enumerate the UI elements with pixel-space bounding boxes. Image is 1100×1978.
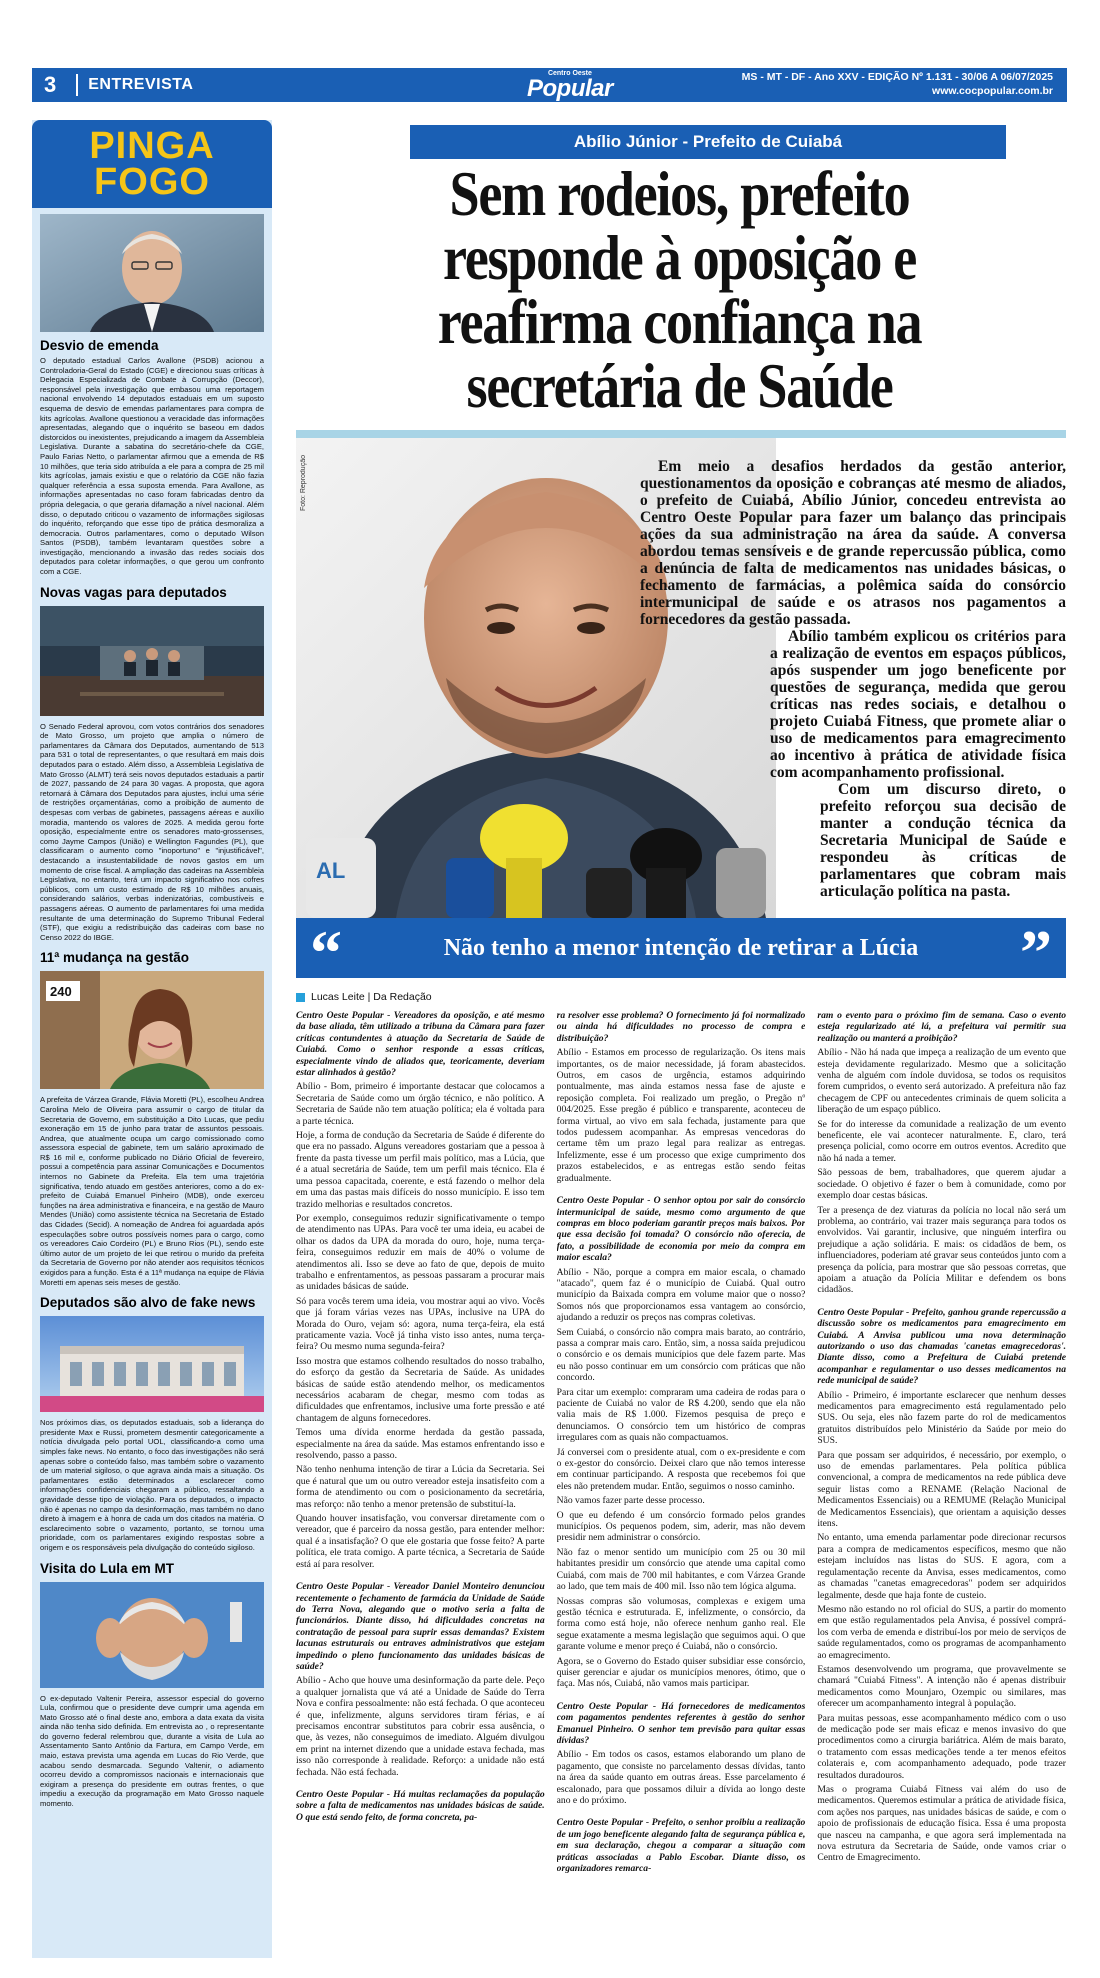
paragraph-spacer <box>817 1299 1066 1307</box>
sidebar-heading: Desvio de emenda <box>40 338 159 353</box>
sidebar-text: O Senado Federal aprovou, com votos contrários dos senadores de Mato Grosso, um projeto que amplia o número de parlamentares da Câmara dos Deputados, aumentando de 513 para 531 o total de representantes, o que resultará em mais dois deputados para o estado. Além disso, a Assembleia Legislativa de Mato Grosso (ALMT) terá seis novos deputados estaduais a partir de 2027, passando de 24 para 30 vagas. A proposta, que agora retornará à Câmara dos Deputados para ajustes, inclui uma série de restrições orçamentárias, como a proibição de aumento de despesas com verbas de gabinetes, passagens aéreas e auxílio moradia, mantendo os valores de 2025. A medida gerou forte oposição, especialmente entre os senadores mato-grossenses, como Jayme Campos (União) e Wellington Fagundes (PL), que classificaram o aumento como "inoportuno" e "injustificável", destacando a insustentabilidade de novos gastos em um momento de crise fiscal. A ampliação das cadeiras na Assembleia Legislativa, no entanto, terá um impacto significativo nos cofres públicos, com um custo estimado de R$ 10 milhões anuais, considerando salários, verbas indenizatórias, combustíveis e passagens aéreas. O aumento de parlamentares foi uma medida resultante de uma determinação do Supremo Tribunal Federal (STF), que exigiu a redistribuição das cadeiras com base no Censo 2022 do IBGE. <box>40 721 264 942</box>
logo-small-text: Centro Oeste <box>547 70 592 77</box>
pull-quote-text: Não tenho a menor intenção de retirar a Lúcia <box>443 934 919 961</box>
assembly-image <box>40 1316 264 1412</box>
sidebar-text: O ex-deputado Valtenir Pereira, assessor especial do governo Lula, confirmou que o presidente deve cumprir uma agenda em Mato Grosso até o final deste ano, embora a data exata da visita ainda não tenha sido definida. Em entrevista ao , o representante do governo federal relembrou que, durante a visita de Lula ao Assentamento Santo Antônio da Fartura, em Campo Verde, em maio, estava prevista uma agenda em Lucas do Rio Verde, que acabou sendo desmarcada. Segundo Valtenir, o adiamento ocorreu devido a compromissos nacionais e internacionais que exigiram a presença do presidente em outras frentes, o que impediu a execução da programação em Mato Grosso naquele momento. <box>40 1693 264 1809</box>
assembly-photo <box>40 1316 264 1412</box>
paragraph-spacer <box>557 1693 806 1701</box>
interview-answer: O que eu defendo é um consórcio formado pelos grandes municípios. Os pequenos podem, sim, aderir, mas não devem presidir nem administrar o consórcio. <box>556 1509 806 1544</box>
interview-answer: Só para vocês terem uma ideia, vou mostrar aqui ao vivo. Vocês que já foram várias vezes nas UPAs, inclusive na UPA do Morada do Ouro, vejam só: agora, numa terça-feira, ela está praticamente vazia. Você já tinha visto isso antes, numa terça-feira? Ou mesmo numa segunda-feira? <box>296 1295 545 1353</box>
byline-square-icon <box>296 993 305 1002</box>
portrait-image <box>40 214 264 332</box>
senate-image <box>40 606 264 716</box>
open-quote-icon: “ <box>310 917 342 988</box>
interview-answer: Abílio - Primeiro, é importante esclarecer que nenhum desses medicamentos para emagrecimento está regulamentado pelo SUS. Ou seja, eles não fazem parte do rol de medicamentos gratuitos distribuídos pelo Ministério da Saúde por meio do SUS. <box>817 1389 1067 1447</box>
interview-question: Centro Oeste Popular - Prefeito, ganhou grande repercussão a discussão sobre os medicamentos para emagrecimento em Cuiabá. A Anvisa publicou uma nova determinação autorizando o uso das chamadas 'canetas emagrecedoras'. Diante disso, como a Prefeitura de Cuiabá pretende acompanhar e regulamentar o uso desses medicamentos na rede municipal de saúde? <box>817 1306 1067 1387</box>
close-quote-icon: ” <box>1020 917 1052 988</box>
interview-answer: Mas o programa Cuiabá Fitness vai além do uso de medicamentos. Queremos estimular a prática de atividade física, com ações nos parques, nas unidades básicas de saúde, e com o apoio de profissionais de educação física. Essa é uma proposta que nasceu na campanha, e que agora será implementada na nova estrutura da Secretaria de Saúde, onde vamos criar o Centro de Emagrecimento. <box>817 1784 1067 1864</box>
sidebar-text: A prefeita de Várzea Grande, Flávia Moretti (PL), escolheu Andrea Carolina Melo de Oliveira para assumir o cargo de titular da Secretaria de Governo, em substituição a Dito Lucas, que pediu exoneração em 15 de junho para tratar de assuntos pessoais. Andrea, que atualmente ocupa um cargo comissionado como assessora especial de gabinete, tem um salário aproximado de R$ 16 mil e, conforme publicado no Diário Oficial de fevereiro, possui a competência para assinar Comunicações e Documentos internos no Gabinete da Prefeita. Ela tem uma trajetória significativa, tendo atuado em gestões anteriores, como a do ex-prefeito de Cuiabá Emanuel Pinheiro (MDB), onde exerceu funções na área administrativa e financeira, e na gestão de Mauro Mendes (União) como assistente técnica na Secretaria de Estado das Cidades (Secid). A nomeação de Andrea foi aguardada após especulações sobre outros possíveis nomes para o cargo, como os vereadores Caio Cordeiro (PL) e Bruno Rios (PL), sendo este último autor de um projeto de lei que retirou o murido da prefeita da Secretaria de Governo por não atender aos requisitos técnicos exigidos para a função. Esta é a 11ª mudança na equipe de Flávia Moretti em apenas seis meses de gestão. <box>40 1095 264 1287</box>
senate-photo <box>40 606 264 716</box>
interview-answer: Sem Cuiabá, o consórcio não compra mais barato, ao contrário, passa a comprar mais caro. Então, sim, a nossa saída prejudicou o consórcio e os demais municípios que dele fazem parte. Mas eu não posso continuar em um consórcio com práticas que não concordo. <box>556 1326 806 1384</box>
interview-question: Centro Oeste Popular - Há fornecedores de medicamentos com pagamentos pendentes referentes à gestão do senhor Emanuel Pinheiro. O senhor tem previsão para quitar essas dívidas? <box>556 1700 806 1746</box>
svg-text:AL: AL <box>316 858 346 883</box>
interview-answer: Abílio - Não, porque a compra em maior escala, o chamado "atacado", quem faz é o município de Cuiabá. Qual outro município da Baixada compra em volume maior que o nosso? Somos nós que proporcionamos essa vantagem ao consórcio, ajudando a reduzir os preços nas compras coletivas. <box>556 1266 806 1324</box>
pinga-title: PINGA <box>89 125 215 167</box>
lead-paragraph: Com um discurso direto, o prefeito reforçou sua decisão de manter a condução técnica da Secretaria Municipal de Saúde e respondeu às críticas de parlamentares que cobram mais articulação política na pasta. <box>820 781 1066 900</box>
interview-answer: Abílio - Não há nada que impeça a realização de um evento que esteja devidamente regularizado. Mesmo que a solicitação venha de alguém com índole duvidosa, se todos os requisitos forem cumpridos, o evento será autorizado. A prefeitura não faz checagem de CPF ou antecedentes criminais de quem solicita a liberação de um espaço público. <box>817 1047 1067 1116</box>
interview-question: ram o evento para o próximo fim de semana. Caso o evento esteja regularizado até lá, a prefeitura vai permitir sua realização ou manterá a proibição? <box>817 1010 1067 1044</box>
article-lead <box>640 458 1066 900</box>
sidebar-heading: Visita do Lula em MT <box>40 1560 175 1576</box>
interview-answer: Não vamos fazer parte desse processo. <box>556 1495 705 1507</box>
interview-answer: Abílio - Estamos em processo de regularização. Os itens mais importantes, os de maior necessidade, já foram abastecidos. Outros, em casos de urgência, estamos adquirindo pontualmente, mas ainda estamos nessa fase de ajuste e reposição completa. Foi realizado um pregão, o Pregão nº 004/2025. Esse pregão é público e transparente, aconteceu de forma virtual, ao vivo em sala fechada, justamente para que todos pudessem acompanhar. As empresas vencedoras do certame têm um prazo legal para realizar as entregas. Infelizmente, esse é um processo que exige cumprimento dos prazos estabelecidos, e as entregas estão sendo feitas gradualmente. <box>556 1047 806 1184</box>
lula-photo <box>40 1582 264 1688</box>
interview-answer: Já conversei com o presidente atual, com o ex-presidente e com o ex-gestor do consórcio. Deixei claro que não temos interesse em continuar participando. A resposta que recebemos foi que eles não pretendem mudar. Então, seguimos o nosso caminho. <box>556 1446 806 1492</box>
interview-answer: Mesmo não estando no rol oficial do SUS, a partir do momento em que estão regulamentados pela Anvisa, é possível comprá-los com verba de emenda e distribuí-los por meio de serviços de saúde regulamentados, como os programas de acompanhamento ao emagrecimento. <box>817 1603 1067 1661</box>
avallone-photo <box>40 214 264 332</box>
website: www.cocpopular.com.br <box>932 85 1053 97</box>
article-column <box>557 1010 806 1955</box>
page-number: 3 <box>44 72 57 97</box>
page-header <box>32 68 1067 102</box>
article-column <box>296 1010 545 1955</box>
interview-question: Centro Oeste Popular - Vereadores da oposição, e até mesmo da base aliada, têm utilizado a tribuna da Câmara para fazer críticas contundentes à atuação da Secretaria de Saúde de Cuiabá. Como o senhor responde a essas críticas, especialmente vindo de aliados que, teoricamente, deveriam estar alinhados à gestão? <box>296 1010 545 1079</box>
interview-answer: Ter a presença de dez viaturas da polícia no local não será um problema, ao contrário, vai trazer mais segurança para todos os envolvidos. Vai garantir, inclusive, que ninguém interfira ou prejudique a ação solidária. E mais: os cidadãos de bem, os influenciadores, poderiam até gravar seus conteúdos junto com a presença da polícia, para mostrar que são pessoas corretas, que apoiam a atuação da Polícia Militar e defendem os bons cidadãos. <box>817 1204 1067 1296</box>
svg-text:240: 240 <box>50 984 72 1000</box>
interview-answer: Abílio - Acho que houve uma desinformação da parte dele. Peço a qualquer jornalista que vá até a Unidade de Saúde do Terra Nova e confira pessoalmente: não está fechada. O que aconteceu é que, infelizmente, alguns servidores tiram férias, e aí precisamos encontrar substitutos para cobrir essa ausência, o que, às vezes, não conseguimos de imediato. Alguém divulgou em print na internet dizendo que a unidade estava fechada, mas isso não corresponde à realidade. Reforço: a unidade não está fechada. Não está fechada. <box>296 1675 545 1778</box>
sidebar-heading: 11ª mudança na gestão <box>40 950 190 966</box>
interview-answer: Agora, se o Governo do Estado quiser subsidiar esse consórcio, quiser gerenciar e ajudar os municípios menores, ótimo, que o faça. Mas nós, Cuiabá, não vamos mais participar. <box>556 1655 806 1690</box>
byline <box>296 991 432 1003</box>
portrait-image <box>40 971 264 1089</box>
interview-answer: Para muitas pessoas, esse acompanhamento médico com o uso de medicação pode ser mais eficaz e menos invasivo do que procedimentos como a cirurgia bariátrica. Além de mais barato, o tratamento com essas medicações tende a ter menos efeitos colaterais e, com acompanhamento adequado, pode trazer resultados duradouros. <box>817 1712 1067 1781</box>
paragraph-spacer <box>296 1573 545 1581</box>
photo-credit: Foto: Reprodução <box>300 455 307 512</box>
interview-question: Centro Oeste Popular - O senhor optou por sair do consórcio intermunicipal de saúde, mesmo como argumento de que compras em bloco poderiam garantir preços mais baixos. Por que essa decisão foi tomada? O consórcio não oferecia, de fato, a possibilidade de economia por meio da compra em maior escala? <box>556 1195 806 1264</box>
sidebar-text: O deputado estadual Carlos Avallone (PSDB) acionou a Controladoria-Geral do Estado (CGE) e direcionou suas críticas à Delegacia Especializada de Combate à Corrupção (Deccor), responsável pela investigação que embasou uma reportagem nacional envolvendo 14 deputados estaduais em um suposto esquema de desvio de emendas parlamentares para compra de kits agrícolas. Avallone questionou a veracidade das informações apresentadas, alegando que o inquérito se baseou em dados distorcidos ou inexistentes, prejudicando a imagem da Assembleia Legislativa. Durante a sabatina do secretário-chefe da CGE, Paulo Farias Netto, o parlamentar afirmou que a emenda de R$ 10 milhões, que teria sido atribuída a ele para a compra de 25 mil kits agrícolas, jamais existiu e que o relatório da CGE não fazia qualquer referência a essa suposta emenda. Para Avallone, as informações apresentadas no caso foram fabricadas dentro da própria delegacia, o que geraria difamação a nível nacional. Além disso, o deputado criticou o vazamento de informações sigilosas do inquérito, reforçando que esse tipo de prática desmoraliza a democracia. Outros parlamentares, como o deputado Wilson Santos (PSDB), também levantaram questões sobre a investigação, mencionando a invasão das redes sociais dos deputados para coletar informações, o que gerou um confronto com a CGE. <box>40 356 264 577</box>
logo-main-text: Popular <box>527 75 613 102</box>
interview-answer: Para que possam ser adquiridos, é necessário, por exemplo, o uso de emendas parlamentares. Pela política pública convencional, a compra de medicamentos na rede pública deve seguir listas como a RENAME (Relação Nacional de Medicamentos Essenciais) ou a REMUME (Relação Municipal de Medicamentos Essenciais), que orientam a aquisição desses itens. <box>817 1449 1067 1530</box>
headline-rule <box>296 430 1066 438</box>
sidebar-heading: Deputados são alvo de fake news <box>40 1295 256 1311</box>
interview-answer: Abílio - Em todos os casos, estamos elaborando um plano de pagamento, que consiste no parcelamento dessas dívidas, tanto na área da saúde quanto em outras áreas. Esse parcelamento é escalonado, para que possamos diluir a dívida ao longo deste ano e do próximo. <box>556 1749 806 1806</box>
article-kicker: Abílio Júnior - Prefeito de Cuiabá <box>410 125 1006 159</box>
interview-answer: São pessoas de bem, trabalhadores, que querem ajudar a sociedade. O objetivo é fazer o bem à comunidade, como por exemplo doar cestas básicas. <box>817 1167 1067 1202</box>
interview-answer: Abílio - Bom, primeiro é importante destacar que colocamos a Secretaria de Saúde como um órgão técnico, e não político. A Secretaria de Saúde não tem atuação política; ela é voltada para a parte técnica. <box>296 1081 545 1127</box>
sidebar-heading: Novas vagas para deputados <box>40 584 227 600</box>
paragraph-spacer <box>296 1781 545 1789</box>
flavia-photo <box>40 971 264 1089</box>
sidebar-text: Nos próximos dias, os deputados estaduais, sob a liderança do presidente Max e Russi, prometem desmentir categoricamente a notícia divulgada pelo portal UOL, classificando-a como uma simples fake news. No entanto, o foco das investigações não será apenas sobre o conteúdo falso, mas também sobre o vazamento de um material sigiloso, o que agrava ainda mais a situação. Os parlamentares estão determinados a esclarecer como informações confidenciais chegaram a público, ressaltando a gravidade desse tipo de violação. Para os deputados, o impacto não é apenas no campo da desinformação, mas também no dano direto à imagem e à honra de cada um dos citados na matéria. O esclarecimento sobre o vazamento, portanto, se tornou uma prioridade, com os parlamentares exigindo respostas sobre a origem e os responsáveis pela divulgação do conteúdo sigiloso. <box>40 1418 264 1552</box>
interview-question: Centro Oeste Popular - Prefeito, o senhor proibiu a realização de um jogo beneficente alegando falta de segurança pública e, em sua declaração, chegou a comparar a situação com práticas associadas a Pablo Escobar. Diante disso, os organizadores remarca- <box>556 1817 806 1875</box>
article-headline: Sem rodeios, prefeito responde à oposição e reafirma confiança na secretária de Saúde <box>437 159 922 421</box>
pinga-fogo-sidebar <box>32 120 272 1958</box>
section-label: ENTREVISTA <box>88 76 194 93</box>
interview-answer: Hoje, a forma de condução da Secretaria de Saúde é diferente do que era no passado. Alguns vereadores gostariam que a pessoa à frente da pasta tivesse um perfil mais político, mas a Lúcia, que é a atual secretária de Saúde, tem um perfil mais técnico. Ela é uma pessoa capacitada, coerente, e está fazendo o melhor dela em uma das pastas mais difíceis do nosso município. E isso tem trazido melhorias e resultados concretos. <box>296 1130 545 1210</box>
interview-answer: Por exemplo, conseguimos reduzir significativamente o tempo de atendimento nas UPAs. Para você ter uma ideia, eu acabei de olhar os dados da UPA da morada do ouro, hoje, numa terça-feira, conseguimos reduzir em mais de 40% o volume de atendimentos ali. Isso se deve ao fato de que, depois de muito trabalho e enfrentamentos, as pessoas passaram a procurar mais as unidades básicas de saúde. <box>296 1212 545 1293</box>
lead-paragraph: Abílio também explicou os critérios para a realização de eventos em espaços públicos, após suspender um jogo beneficente por questões de segurança, medida que gerou críticas nas redes sociais, e detalhou o projeto Cuiabá Fitness, que promete aliar o uso de medicamentos para emagrecimento ao incentivo à prática de atividade física com acompanhamento profissional. <box>770 628 1066 781</box>
interview-answer: No entanto, uma emenda parlamentar pode direcionar recursos para a compra de medicamentos específicos, mesmo que não estejam incluídos nas listas do SUS. E agora, com a regulamentação recente da Anvisa, esses medicamentos, como as chamadas "canetas emagrecedoras" podem ser adquiridos legalmente, desde que haja fonte de custeio. <box>817 1532 1067 1601</box>
interview-answer: Temos uma dívida enorme herdada da gestão passada, especialmente na área da saúde. Mas estamos enfrentando isso e resolvendo, passo a passo. <box>296 1427 545 1462</box>
paragraph-spacer <box>557 1809 806 1817</box>
interview-answer: Quando houver insatisfação, vou conversar diretamente com o vereador, que é parceiro da nossa gestão, para entender melhor: qual é a insatisfação? O que ele gostaria que fosse feito? A parte política, ele trata comigo. A parte técnica, a Secretaria de Saúde está aí para resolver. <box>296 1513 545 1570</box>
interview-question: Centro Oeste Popular - Vereador Daniel Monteiro denunciou recentemente o fechamento de farmácia da Unidade de Saúde do Terra Nova, alegando que o motivo seria a falta de funcionários. Diante disso, há dificuldades concretas na contratação de pessoal para suprir essas demandas? Existem lacunas estruturais ou entraves administrativos que estejam impedindo o pleno funcionamento das unidades básicas de saúde? <box>296 1581 545 1672</box>
newspaper-logo <box>527 68 613 102</box>
interview-answer: Estamos desenvolvendo um programa, que provavelmente se chamará "Cuiabá Fitness". A intenção não é apenas distribuir medicamentos como Mounjaro, Ozempic ou similares, mas oferecer um acompanhamento integral à população. <box>817 1663 1067 1710</box>
lead-paragraph: Em meio a desafios herdados da gestão anterior, questionamentos da oposição e cobranças até mesmo de aliados, o prefeito de Cuiabá, Abílio Júnior, concedeu entrevista ao Centro Oeste Popular para fazer um balanço das principais ações da sua administração na área da saúde. A conversa abordou temas sensíveis e de grande repercussão pública, como a denúncia de falta de medicamentos nas unidades básicas, o fechamento de farmácias, a polêmica saída do consórcio intermunicipal de saúde e os atrasos nos pagamentos a fornecedores da gestão passada. <box>640 458 1066 628</box>
pinga-fogo-title <box>32 120 272 208</box>
byline-text: Lucas Leite | Da Redação <box>311 991 432 1003</box>
interview-answer: Para citar um exemplo: compraram uma cadeira de rodas para o paciente de Cuiabá no valor de R$ 4.200, sendo que ela não valia mais de R$ 1.000. Fizemos pesquisa de preço e denunciamos. O consórcio tem um histórico de compras irregulares com as quais não compactuamos. <box>556 1386 806 1444</box>
paragraph-spacer <box>557 1187 806 1195</box>
portrait-image <box>40 1582 264 1688</box>
article-body <box>296 1010 1066 1955</box>
edition-info <box>742 70 1053 98</box>
interview-question: ra resolver esse problema? O fornecimento já foi normalizado ou ainda há dificuldades no processo de compra e distribuição? <box>556 1010 806 1044</box>
interview-answer: Nossas compras são volumosas, complexas e exigem uma gestão técnica e estruturada. E, infelizmente, o consórcio, da forma como está hoje, não oferece nenhum ganho real. Ele segue exatamente a mesma legislação que seguimos aqui. O que garante volume e menor preço é Cuiabá, não o consórcio. <box>556 1595 806 1653</box>
pull-quote <box>296 917 1066 988</box>
interview-answer: Se for do interesse da comunidade a realização de um evento beneficente, ele vai acontecer naturalmente. E, claro, terá presença policial, como ocorre em outros eventos. Acredito que não há nada a temer. <box>817 1118 1067 1164</box>
interview-question: Centro Oeste Popular - Há muitas reclamações da população sobre a falta de medicamentos nas unidades básicas de saúde. O que está sendo feito, de forma concreta, pa- <box>296 1789 545 1823</box>
fogo-title: FOGO <box>94 161 210 203</box>
interview-answer: Não tenho nenhuma intenção de tirar a Lúcia da Secretaria. Sei que é natural que um ou outro vereador esteja insatisfeito com a forma de atendimento ou com o posicionamento da secretária, mas reforço: não tenho a menor pretensão de substituí-la. <box>296 1464 545 1510</box>
interview-answer: Não faz o menor sentido um município com 25 ou 30 mil habitantes presidir um consórcio que atende uma capital como Cuiabá, com mais de 700 mil habitantes, e com Várzea Grande ao lado, que tem mais de 400 mil. Isso não tem lógica alguma. <box>556 1546 806 1593</box>
header-divider <box>76 74 78 96</box>
interview-answer: Isso mostra que estamos colhendo resultados do nosso trabalho, do esforço da gestão da Secretaria de Saúde. As unidades básicas de saúde estão atendendo melhor, os medicamentos necessários acabaram de chegar, mesmo com todas as dificuldades que enfrentamos, inclusive uma forte pressão e até chantagem de alguns fornecedores. <box>296 1355 545 1424</box>
edition-line: MS - MT - DF - Ano XXV - EDIÇÃO Nº 1.131 - 30/06 A 06/07/2025 <box>741 71 1053 83</box>
article-column <box>817 1010 1066 1955</box>
